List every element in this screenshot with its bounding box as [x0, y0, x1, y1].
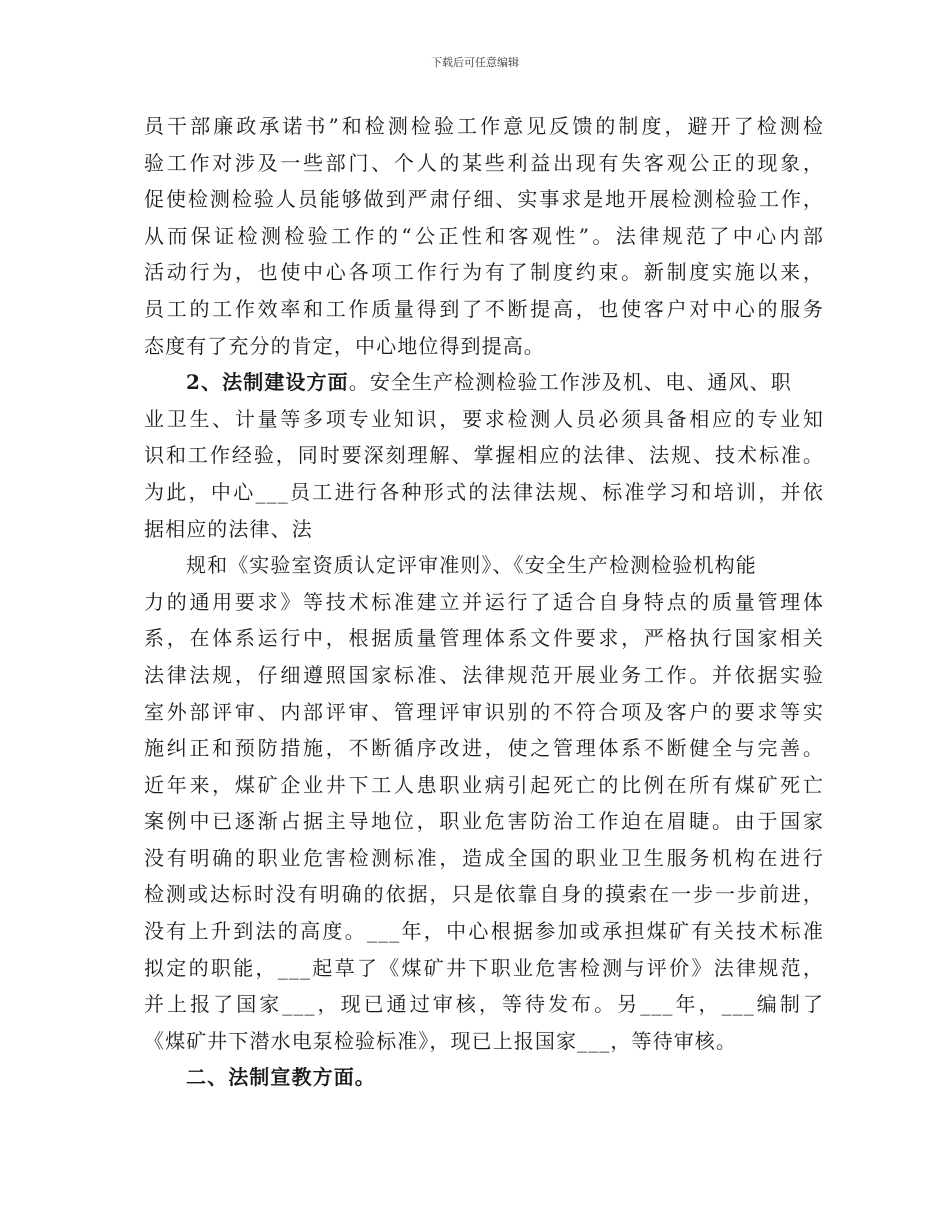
text-line: 《煤矿井下潜水电泵检验标准》，现已上报国家___，等待审核。 [144, 1028, 737, 1053]
text-line: 为此，中心___员工进行各种形式的法律法规、标准学习和培训，并依 [144, 479, 824, 504]
paragraph-2 [144, 364, 824, 547]
text-line: 验工作对涉及一些部门、个人的某些利益出现有失客观公正的现象， [144, 150, 824, 175]
text-line: 拟定的职能，___起草了《煤矿井下职业危害检测与评价》法律规范， [144, 955, 824, 980]
text-line: 据相应的法律、法 [144, 516, 313, 541]
text-line: 并上报了国家___，现已通过审核，等待发布。另___年，___编制了 [144, 992, 824, 1017]
text-line: 力的通用要求》等技术标准建立并运行了适合自身特点的质量管理体 [144, 589, 824, 614]
text-line: 没有上升到法的高度。___年，中心根据参加或承担煤矿有关技术标准 [144, 919, 824, 944]
text-line: 检测或达标时没有明确的依据，只是依靠自身的摸索在一步一步前进， [144, 882, 824, 907]
subsection-heading: 2、法制建设方面 [186, 370, 349, 395]
text-line: 业卫生、计量等多项专业知识，要求检测人员必须具备相应的专业知 [144, 406, 824, 431]
text-line: 规和《实验室资质认定评审准则》、《安全生产检测检验机构能 [186, 553, 757, 578]
text-line: 没有明确的职业危害检测标准，造成全国的职业卫生服务机构在进行 [144, 845, 824, 870]
document-body [144, 108, 824, 1096]
text-line: 案例中已逐渐占据主导地位，职业危害防治工作迫在眉睫。由于国家 [144, 809, 824, 834]
paragraph-1 [144, 108, 824, 364]
text-line: 促使检测检验人员能够做到严肃仔细、实事求是地开展检测检验工作， [144, 187, 824, 212]
text-line: 施纠正和预防措施，不断循序改进，使之管理体系不断健全与完善。 [144, 736, 824, 761]
text-line: 活动行为，也使中心各项工作行为有了制度约束。新制度实施以来， [144, 260, 824, 285]
page-header: 下载后可任意编辑 [431, 56, 519, 69]
paragraph-3 [144, 547, 824, 1059]
text-line: 室外部评审、内部评审、管理评审识别的不符合项及客户的要求等实 [144, 699, 824, 724]
text-line: 系，在体系运行中，根据质量管理体系文件要求，严格执行国家相关 [144, 626, 824, 651]
text-line: 法律法规，仔细遵照国家标准、法律规范开展业务工作。并依据实验 [144, 662, 824, 687]
text-line: 识和工作经验，同时要深刻理解、掌握相应的法律、法规、技术标准。 [144, 443, 824, 468]
section-heading: 二、法制宣教方面。 [186, 1065, 376, 1090]
text-line: 员干部廉政承诺书”和检测检验工作意见反馈的制度，避开了检测检 [144, 114, 824, 138]
text-line [144, 364, 824, 401]
text-line: 从而保证检测检验工作的“公正性和客观性”。法律规范了中心内部 [144, 223, 824, 248]
text-line: 态度有了充分的肯定，中心地位得到提高。 [144, 333, 545, 358]
text-span: 。安全生产检测检验工作涉及机、电、通风、职 [348, 370, 792, 395]
text-line: 员工的工作效率和工作质量得到了不断提高，也使客户对中心的服务 [144, 296, 824, 321]
text-line: 近年来，煤矿企业井下工人患职业病引起死亡的比例在所有煤矿死亡 [144, 772, 824, 797]
